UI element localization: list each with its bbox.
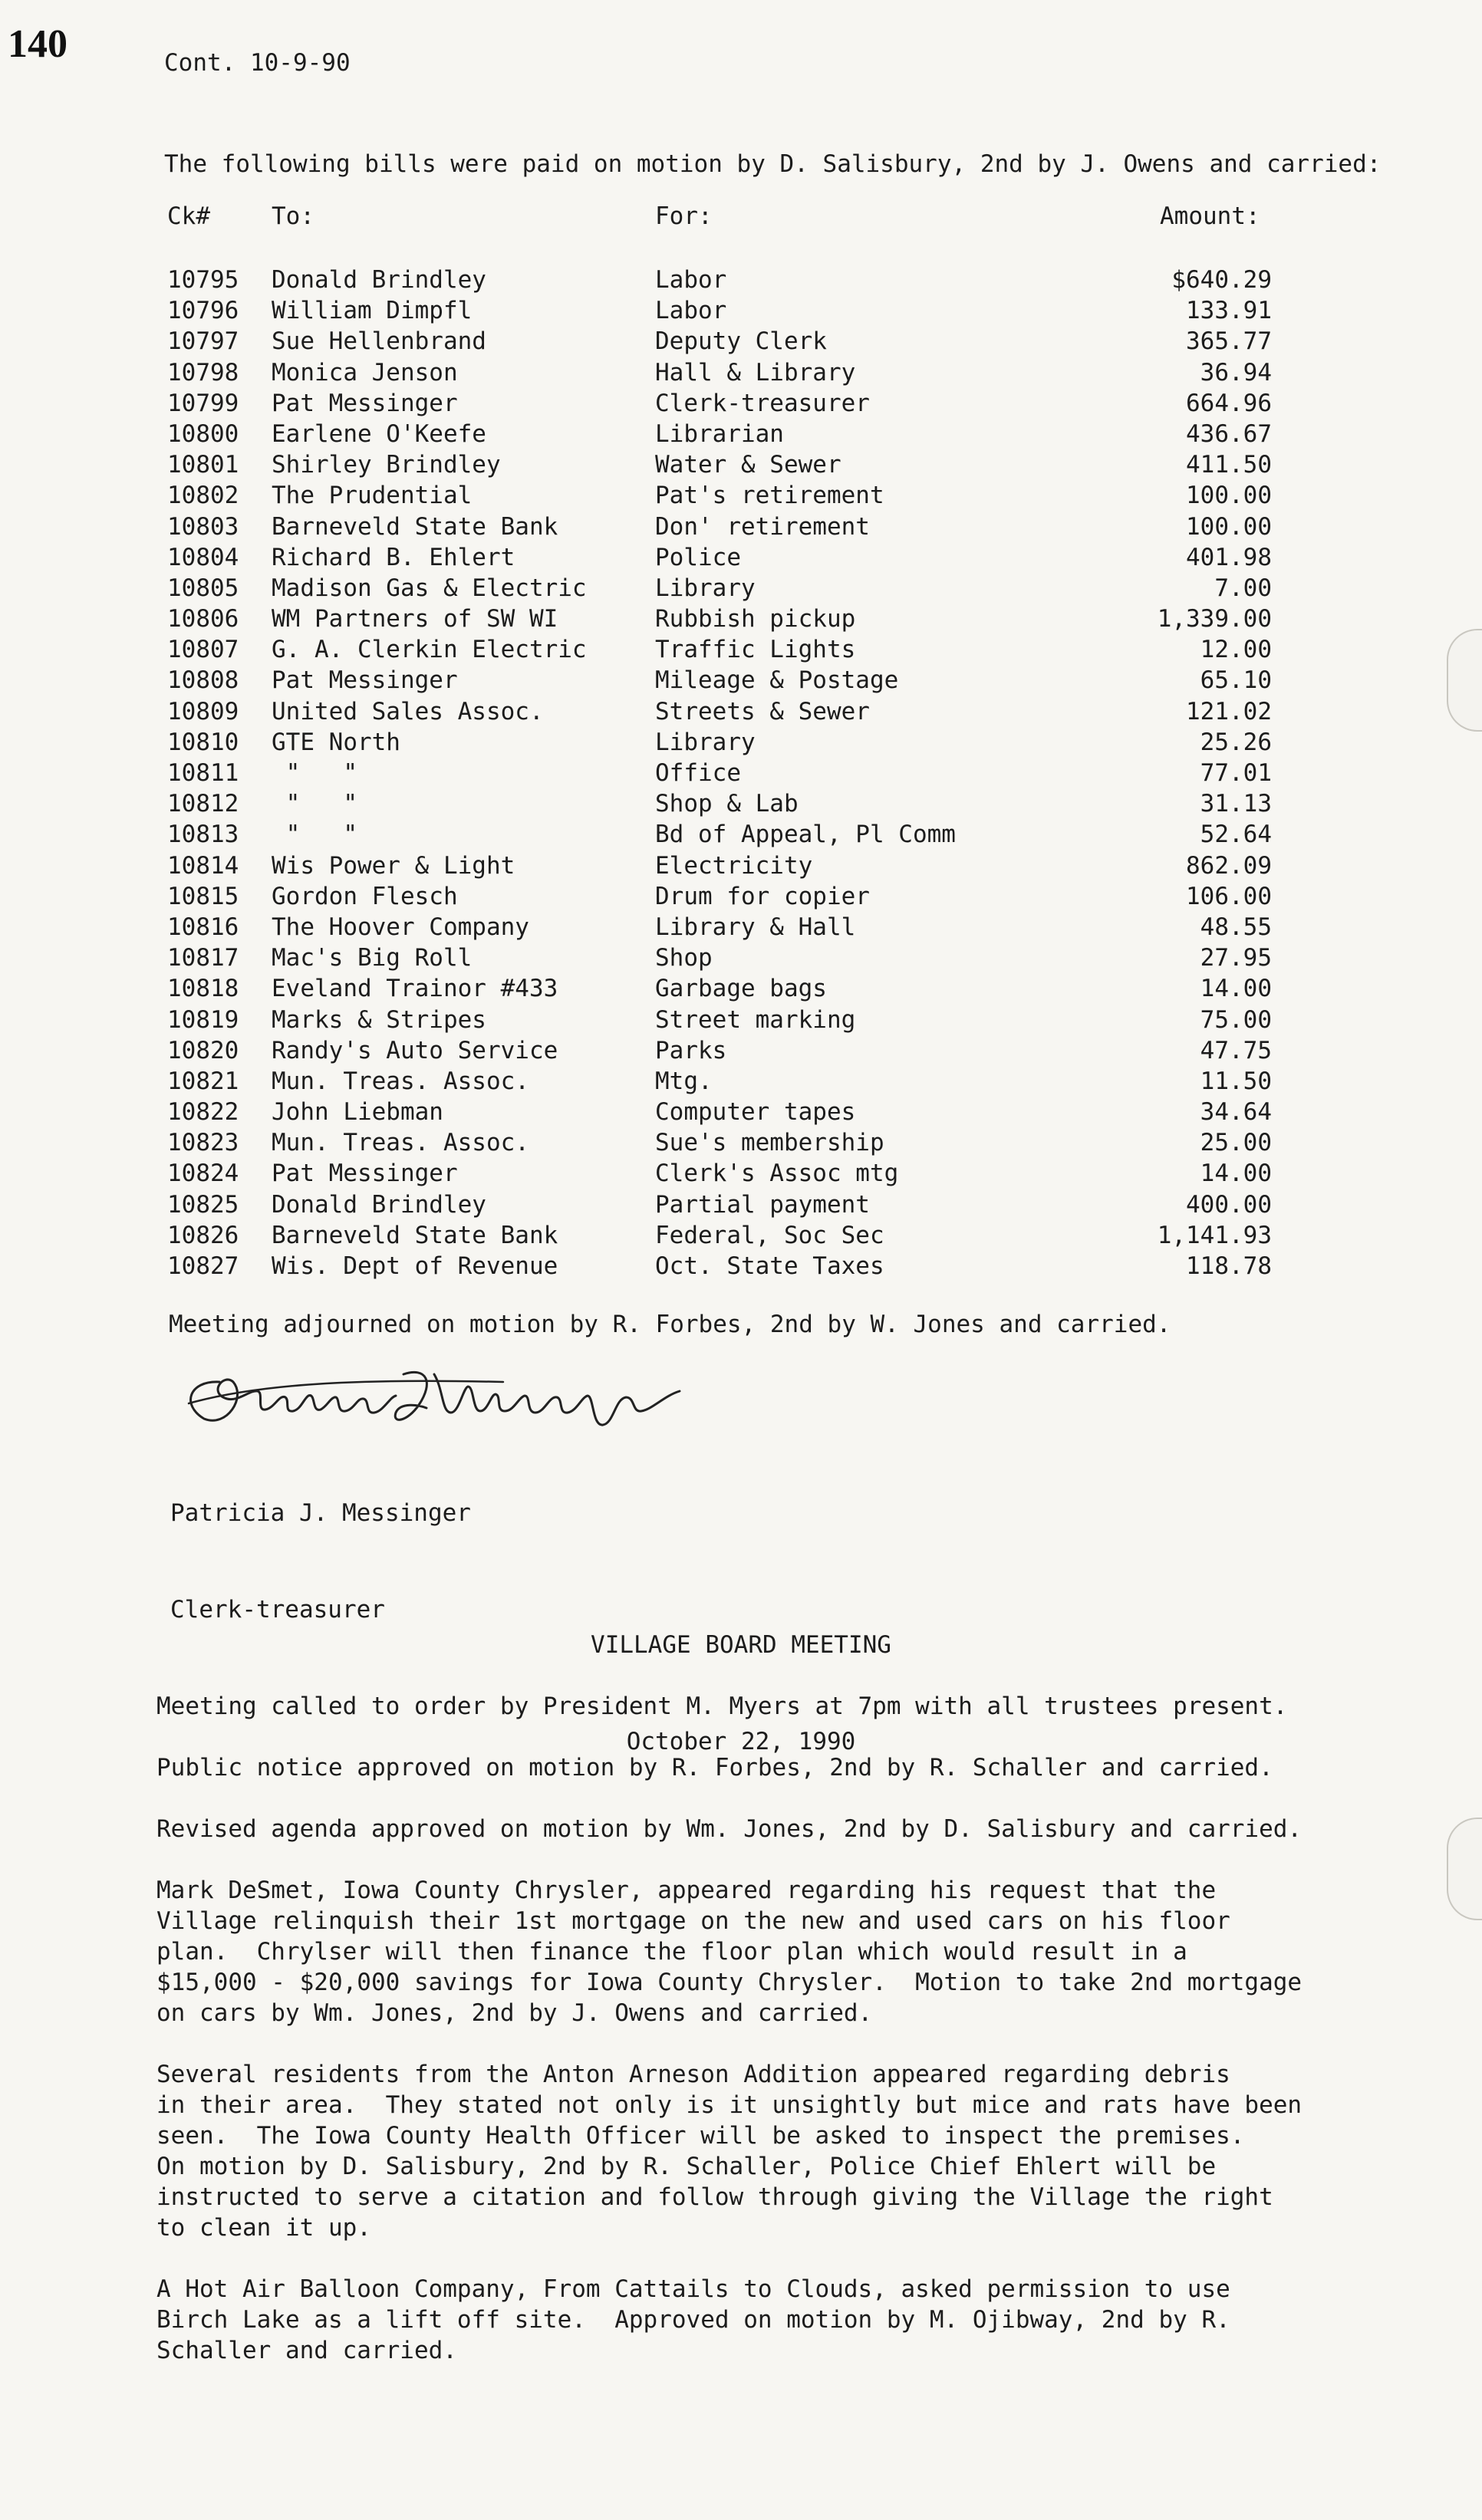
purpose: Library [655,728,756,756]
amount: 1,141.93 [1157,1221,1272,1249]
check-number: 10819 [167,1005,239,1034]
payee: " " [272,759,357,787]
paragraph-line: seen. The Iowa County Health Officer will be asked to inspect the premises. [156,2122,1245,2150]
check-number: 10802 [167,482,239,510]
paragraph-line: to clean it up. [156,2214,371,2242]
amount: 25.00 [1200,1129,1272,1157]
paragraph-line: A Hot Air Balloon Company, From Cattails to Clouds, asked permission to use [156,2275,1230,2303]
check-number: 10804 [167,543,239,571]
payee: Marks & Stripes [272,1005,486,1034]
paragraph-line: Birch Lake as a lift off site. Approved on motion by M. Ojibway, 2nd by R. [156,2306,1230,2334]
check-number: 10807 [167,636,239,664]
check-number: 10809 [167,697,239,725]
paragraph-line: Schaller and carried. [156,2337,457,2364]
amount: 411.50 [1186,451,1272,479]
payee: The Hoover Company [272,913,529,941]
purpose: Librarian [655,419,784,448]
paragraph-line: on cars by Wm. Jones, 2nd by J. Owens and carried. [156,1999,873,2027]
signer-title: Clerk-treasurer [170,1596,385,1624]
payee: G. A. Clerkin Electric [272,636,587,664]
page-number: 140 [8,22,68,66]
payee: Shirley Brindley [272,451,501,479]
minutes-paragraph [156,1814,1302,1844]
payee: Wis. Dept of Revenue [272,1252,558,1280]
amount: 400.00 [1186,1190,1272,1219]
purpose: Street marking [655,1005,856,1034]
amount: 14.00 [1200,975,1272,1003]
purpose: Deputy Clerk [655,327,827,356]
check-number: 10813 [167,821,239,849]
signer-name: Patricia J. Messinger [170,1499,471,1527]
payee: Randy's Auto Service [272,1036,558,1064]
amount: 121.02 [1186,697,1272,725]
check-number: 10797 [167,327,239,356]
table-row [0,850,1482,881]
amount: 133.91 [1186,297,1272,325]
purpose: Rubbish pickup [655,605,856,633]
table-row [0,542,1482,573]
check-number: 10801 [167,451,239,479]
paragraph-line: Mark DeSmet, Iowa County Chrysler, appeared regarding his request that the [156,1877,1217,1904]
purpose: Clerk's Assoc mtg [655,1160,899,1188]
amount: 106.00 [1186,882,1272,910]
payee: Mun. Treas. Assoc. [272,1067,529,1095]
paragraph-line: Public notice approved on motion by R. Forbes, 2nd by R. Schaller and carried. [156,1754,1273,1781]
table-row [0,604,1482,634]
paragraph-line: Several residents from the Anton Arneson Addition appeared regarding debris [156,2061,1230,2088]
amount: $640.29 [1171,266,1272,294]
payee: Barneveld State Bank [272,1221,558,1249]
purpose: Pat's retirement [655,482,884,510]
table-row [0,881,1482,912]
table-row [0,819,1482,850]
paragraph-line: $15,000 - $20,000 savings for Iowa County Chrysler. Motion to take 2nd mortgage [156,1969,1303,1996]
amount: 14.00 [1200,1160,1272,1188]
payee: Pat Messinger [272,389,458,417]
amount: 118.78 [1186,1252,1272,1280]
amount: 47.75 [1200,1036,1272,1064]
payee: Pat Messinger [272,1160,458,1188]
minutes-paragraph [156,1875,1302,2028]
check-number: 10796 [167,297,239,325]
table-row [0,727,1482,758]
header-for: For: [655,202,713,230]
check-number: 10822 [167,1098,239,1127]
payee: The Prudential [272,482,473,510]
amount: 65.10 [1200,666,1272,695]
purpose: Mileage & Postage [655,666,899,695]
header-to: To: [272,202,315,230]
signature-image [173,1351,710,1436]
amount: 7.00 [1214,574,1272,602]
amount: 75.00 [1200,1005,1272,1034]
amount: 27.95 [1200,944,1272,972]
purpose: Labor [655,297,727,325]
table-row [0,634,1482,665]
table-row [0,943,1482,973]
binder-tab-decoration [1447,629,1482,732]
amount: 52.64 [1200,821,1272,849]
table-row [0,665,1482,696]
payee: Barneveld State Bank [272,512,558,541]
amount: 31.13 [1200,790,1272,818]
check-number: 10806 [167,605,239,633]
paragraph-line: Meeting called to order by President M. Myers at 7pm with all trustees present. [156,1693,1288,1720]
minutes-paragraph [156,2059,1302,2243]
payee: GTE North [272,728,400,756]
amount: 100.00 [1186,512,1272,541]
amount: 1,339.00 [1157,605,1272,633]
payee: Wis Power & Light [272,851,515,880]
payee: William Dimpfl [272,297,473,325]
table-row [0,419,1482,449]
purpose: Clerk-treasurer [655,389,870,417]
check-number: 10817 [167,944,239,972]
table-row [0,1220,1482,1251]
check-number: 10814 [167,851,239,880]
header-amount: Amount: [1160,202,1260,230]
check-number: 10827 [167,1252,239,1280]
table-row [0,295,1482,326]
check-number: 10825 [167,1190,239,1219]
amount: 77.01 [1200,759,1272,787]
purpose: Electricity [655,851,813,880]
amount: 436.67 [1186,419,1272,448]
table-row [0,265,1482,295]
table-row [0,357,1482,388]
minutes-paragraph [156,2274,1230,2366]
header-check-number: Ck# [167,202,210,230]
table-row [0,388,1482,419]
purpose: Streets & Sewer [655,697,870,725]
purpose: Mtg. [655,1067,713,1095]
bills-table [0,265,1482,1281]
payee: Gordon Flesch [272,882,458,910]
purpose: Don' retirement [655,512,870,541]
amount: 36.94 [1200,358,1272,387]
purpose: Garbage bags [655,975,827,1003]
check-number: 10820 [167,1036,239,1064]
payee: Mun. Treas. Assoc. [272,1129,529,1157]
table-row [0,1251,1482,1281]
check-number: 10818 [167,975,239,1003]
paragraph-line: plan. Chrylser will then finance the floor plan which would result in a [156,1938,1187,1966]
amount: 12.00 [1200,636,1272,664]
table-row [0,573,1482,604]
table-row [0,1158,1482,1189]
payee: Monica Jenson [272,358,458,387]
adjournment-text: Meeting adjourned on motion by R. Forbes, 2nd by W. Jones and carried. [169,1311,1171,1338]
table-row [0,480,1482,511]
payee: United Sales Assoc. [272,697,544,725]
meeting-date: October 22, 1990 [626,1728,856,1755]
check-number: 10808 [167,666,239,695]
purpose: Water & Sewer [655,451,841,479]
amount: 365.77 [1186,327,1272,356]
purpose: Shop [655,944,713,972]
table-row [0,326,1482,357]
continuation-date: Cont. 10-9-90 [164,49,351,77]
payee: Pat Messinger [272,666,458,695]
check-number: 10810 [167,728,239,756]
amount: 664.96 [1186,389,1272,417]
table-row [0,912,1482,943]
purpose: Library [655,574,756,602]
payee: Donald Brindley [272,266,486,294]
amount: 34.64 [1200,1098,1272,1127]
table-row [0,449,1482,480]
payee: Richard B. Ehlert [272,543,515,571]
purpose: Traffic Lights [655,636,856,664]
check-number: 10812 [167,790,239,818]
amount: 100.00 [1186,482,1272,510]
bills-intro: The following bills were paid on motion by D. Salisbury, 2nd by J. Owens and carried: [164,150,1382,178]
payee: Earlene O'Keefe [272,419,486,448]
minutes-paragraph [156,1691,1287,1722]
table-row [0,696,1482,727]
amount: 401.98 [1186,543,1272,571]
payee: " " [272,821,357,849]
amount: 11.50 [1200,1067,1272,1095]
purpose: Library & Hall [655,913,856,941]
purpose: Office [655,759,741,787]
binder-tab-decoration [1447,1818,1482,1920]
paragraph-line: Village relinquish their 1st mortgage on the new and used cars on his floor [156,1907,1230,1935]
table-row [0,1127,1482,1158]
purpose: Shop & Lab [655,790,799,818]
minutes-paragraph [156,1752,1273,1783]
check-number: 10803 [167,512,239,541]
amount: 48.55 [1200,913,1272,941]
amount: 862.09 [1186,851,1272,880]
check-number: 10811 [167,759,239,787]
payee: John Liebman [272,1098,443,1127]
purpose: Parks [655,1036,727,1064]
table-row [0,1066,1482,1097]
table-row [0,512,1482,542]
purpose: Police [655,543,741,571]
check-number: 10795 [167,266,239,294]
check-number: 10826 [167,1221,239,1249]
paragraph-line: Revised agenda approved on motion by Wm. Jones, 2nd by D. Salisbury and carried. [156,1815,1303,1843]
check-number: 10800 [167,419,239,448]
check-number: 10824 [167,1160,239,1188]
purpose: Computer tapes [655,1098,856,1127]
table-row [0,1035,1482,1066]
table-row [0,788,1482,819]
table-row [0,973,1482,1004]
purpose: Sue's membership [655,1129,884,1157]
purpose: Federal, Soc Sec [655,1221,884,1249]
purpose: Bd of Appeal, Pl Comm [655,821,956,849]
check-number: 10805 [167,574,239,602]
check-number: 10823 [167,1129,239,1157]
payee: " " [272,790,357,818]
paragraph-line: On motion by D. Salisbury, 2nd by R. Schaller, Police Chief Ehlert will be [156,2153,1217,2180]
payee: Eveland Trainor #433 [272,975,558,1003]
meeting-title: VILLAGE BOARD MEETING [591,1631,891,1659]
purpose: Oct. State Taxes [655,1252,884,1280]
table-row [0,1189,1482,1220]
payee: Madison Gas & Electric [272,574,587,602]
table-row [0,758,1482,788]
table-row [0,1005,1482,1035]
payee: Donald Brindley [272,1190,486,1219]
paragraph-line: instructed to serve a citation and follow through giving the Village the right [156,2183,1273,2211]
check-number: 10798 [167,358,239,387]
purpose: Drum for copier [655,882,870,910]
amount: 25.26 [1200,728,1272,756]
table-row [0,1097,1482,1127]
payee: Sue Hellenbrand [272,327,486,356]
purpose: Partial payment [655,1190,870,1219]
payee: Mac's Big Roll [272,944,473,972]
payee: WM Partners of SW WI [272,605,558,633]
check-number: 10815 [167,882,239,910]
purpose: Hall & Library [655,358,856,387]
check-number: 10816 [167,913,239,941]
purpose: Labor [655,266,727,294]
check-number: 10799 [167,389,239,417]
check-number: 10821 [167,1067,239,1095]
paragraph-line: in their area. They stated not only is it unsightly but mice and rats have been [156,2091,1303,2119]
